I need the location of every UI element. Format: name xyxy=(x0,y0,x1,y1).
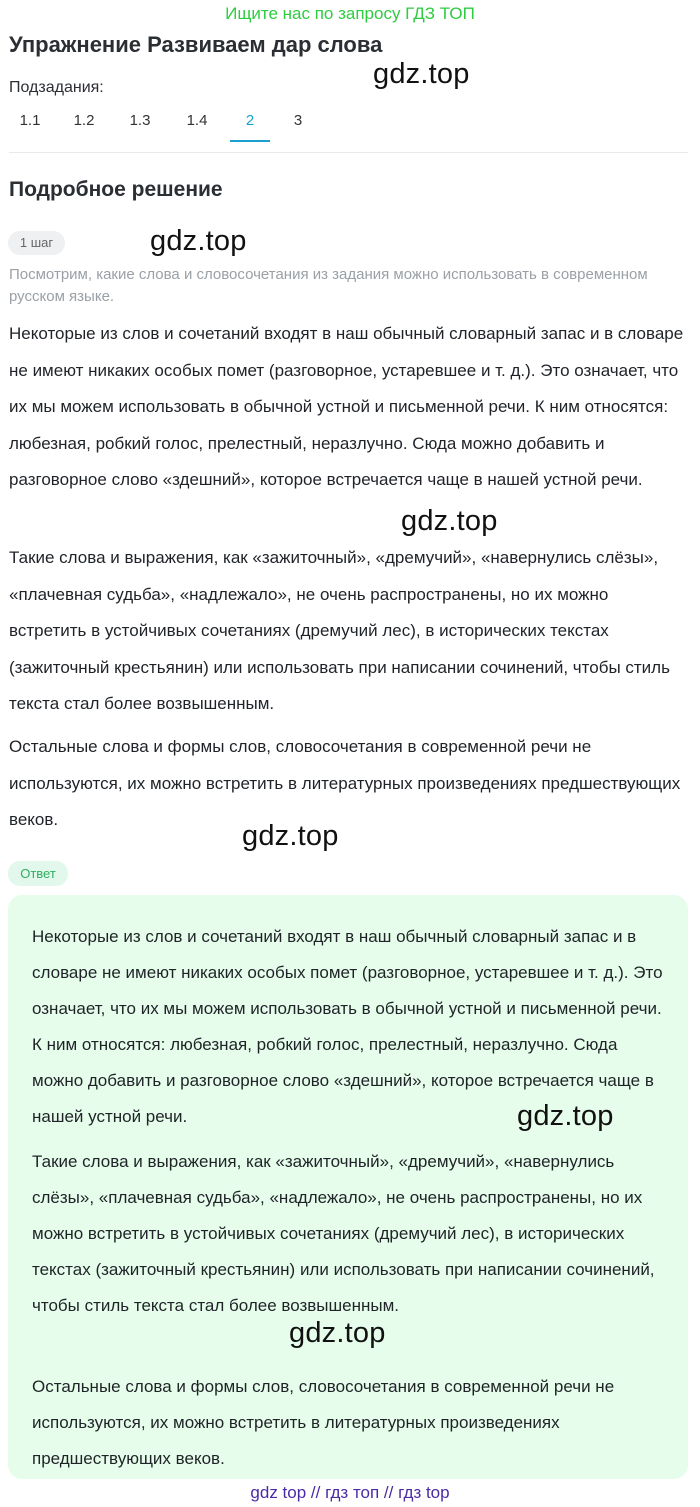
promo-banner[interactable]: Ищите нас по запросу ГДЗ ТОП xyxy=(225,4,475,23)
answer-badge: Ответ xyxy=(8,861,68,886)
subtasks-label: Подзадания: xyxy=(9,79,104,96)
footer-links[interactable]: gdz top // гдз топ // гдз top xyxy=(250,1483,450,1502)
watermark: gdz.top xyxy=(401,505,498,537)
solution-paragraph: Остальные слова и формы слов, словосочетания в современной речи не используются, их можно встретить в литературных произведениях предшествующих веков. xyxy=(9,737,681,829)
tab-1-4[interactable]: 1.4 xyxy=(186,112,208,129)
tab-3[interactable]: 3 xyxy=(293,112,303,129)
answer-paragraph: Некоторые из слов и сочетаний входят в наш обычный словарный запас и в словаре не имеют никаких особых помет (разговорное, устаревшее и т. д.). Это означает, что их мы можем использовать в обычной устной и письменной речи. К ним относятся: любезная, робкий голос, прелестный, неразлучно. Сюда можно добавить и разговорное слово «здешний», которое встречается чаще в нашей устной речи. xyxy=(32,927,663,1126)
tab-2[interactable]: 2 xyxy=(230,110,270,142)
watermark: gdz.top xyxy=(289,1317,386,1349)
solution-paragraph: Такие слова и выражения, как «зажиточный», «дремучий», «навернулись слёзы», «плачевная судьба», «надлежало», не очень распространены, но их можно встретить в устойчивых сочетаниях (дремучий лес), в исторических текстах (зажиточный крестьянин) или использовать при написании сочинений, чтобы стиль текста стал более возвышенным. xyxy=(9,548,670,713)
answer-paragraph: Такие слова и выражения, как «зажиточный», «дремучий», «навернулись слёзы», «плачевная судьба», «надлежало», не очень распространены, но их можно встретить в устойчивых сочетаниях (дремучий лес), в исторических текстах (зажиточный крестьянин) или использовать при написании сочинений, чтобы стиль текста стал более возвышенным. xyxy=(32,1152,655,1315)
tab-1-1[interactable]: 1.1 xyxy=(19,112,41,129)
watermark: gdz.top xyxy=(150,225,247,257)
tab-1-3[interactable]: 1.3 xyxy=(129,112,151,129)
page-title: Упражнение Развиваем дар слова xyxy=(9,32,383,57)
solution-paragraph: Некоторые из слов и сочетаний входят в наш обычный словарный запас и в словаре не имеют никаких особых помет (разговорное, устаревшее и т. д.). Это означает, что их мы можем использовать в обычной устной и письменной речи. К ним относятся: любезная, робкий голос, прелестный, неразлучно. Сюда можно добавить и разговорное слово «здешний», которое встречается чаще в нашей устной речи. xyxy=(9,324,684,489)
watermark: gdz.top xyxy=(242,820,339,852)
answer-paragraph: Остальные слова и формы слов, словосочетания в современной речи не используются, их можно встретить в литературных произведениях предшествующих веков. xyxy=(32,1377,615,1468)
divider xyxy=(9,152,688,153)
watermark: gdz.top xyxy=(373,58,470,90)
solution-heading: Подробное решение xyxy=(9,178,223,201)
watermark: gdz.top xyxy=(517,1100,614,1132)
step-hint: Посмотрим, какие слова и словосочетания из задания можно использовать в современном русском языке. xyxy=(9,266,648,305)
step-badge: 1 шаг xyxy=(8,231,65,255)
tab-1-2[interactable]: 1.2 xyxy=(73,112,95,129)
